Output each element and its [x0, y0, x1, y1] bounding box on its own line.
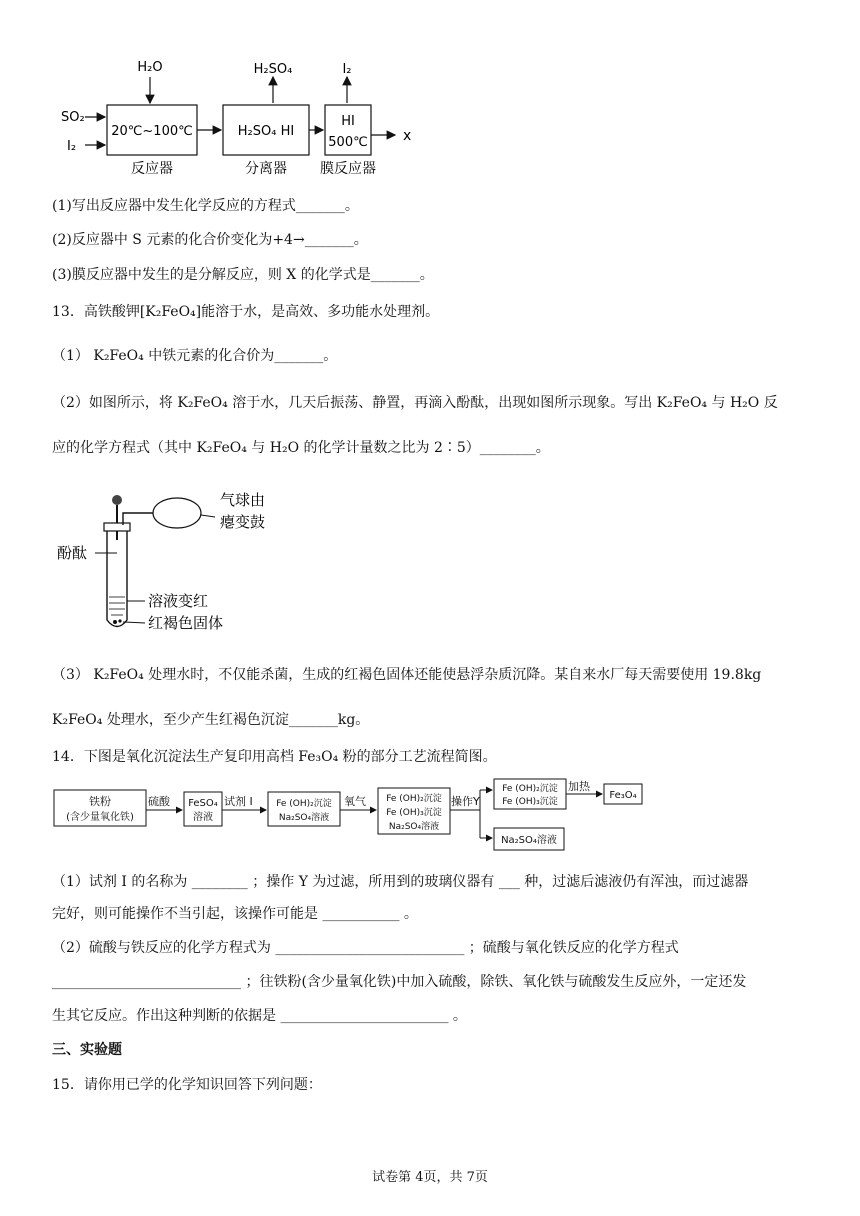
- balloon-label-1: 气球由: [220, 491, 266, 509]
- membrane-hi: HI: [341, 114, 355, 129]
- q13-part3-line2: K₂FeO₄ 处理水，至少产生红褐色沉淀_______kg。: [52, 712, 370, 728]
- h2so4-output: H₂SO₄: [253, 62, 293, 77]
- q13-part3-line1: （3） K₂FeO₄ 处理水时，不仅能杀菌，生成的红褐色固体还能使悬浮杂质沉降。某自来水厂每天需要使用 19.8kg: [52, 667, 762, 683]
- test-tube: [107, 527, 127, 627]
- q13-part2-line1: （2）如图所示，将 K₂FeO₄ 溶于水，几天后振荡、静置，再滴入酚酞，出现如图所示现象。写出 K₂FeO₄ 与 H₂O 反: [52, 395, 778, 411]
- i2-output: I₂: [342, 62, 352, 77]
- q13-part2-line2: 应的化学方程式（其中 K₂FeO₄ 与 H₂O 的化学计量数之比为 2∶5）________。: [52, 440, 550, 456]
- q14-part2-line2: ___________________________ ；往铁粉(含少量氧化铁)中加入硫酸，除铁、氧化铁与硫酸发生反应外，一定还发: [52, 974, 747, 990]
- dropper-bulb: [112, 495, 122, 505]
- membrane-label: 膜反应器: [320, 161, 376, 177]
- reactor-label: 反应器: [131, 161, 173, 177]
- flow-box-precipitate-line2: Fe (OH)₃沉淀: [502, 797, 558, 807]
- membrane-temp: 500℃: [328, 135, 368, 150]
- flow-arrow-heat: 加热: [568, 780, 590, 793]
- reactor-temp: 20℃~100℃: [111, 124, 193, 139]
- q14-stem: 14．下图是氧化沉淀法生产复印用高档 Fe₃O₄ 粉的部分工艺流程简图。: [52, 749, 497, 765]
- flow-box-mixed-line2: Fe (OH)₃沉淀: [386, 808, 442, 818]
- process-flow-diagram: [52, 778, 652, 853]
- flow-box-feso4-line2: 溶液: [193, 812, 213, 823]
- q15-stem: 15．请你用已学的化学知识回答下列问题：: [52, 1077, 322, 1093]
- flow-box-feoh2-line2: Na₂SO₄溶液: [278, 813, 330, 823]
- separator-label: 分离器: [245, 161, 287, 177]
- q14-part2-line3: 生其它反应。作出这种判断的依据是 ________________________ 。: [52, 1008, 467, 1024]
- flow-box-feso4-line1: FeSO₄: [188, 798, 218, 809]
- separator-content: H₂SO₄ HI: [237, 124, 295, 139]
- so2-label: SO₂: [61, 110, 85, 125]
- q12-part2: (2)反应器中 S 元素的化合价变化为+4→_______。: [52, 232, 368, 248]
- page-footer: 试卷第 4页，共 7页: [372, 1170, 488, 1185]
- q12-part1: (1)写出反应器中发生化学反应的方程式_______。: [52, 198, 359, 214]
- q12-part3: (3)膜反应器中发生的是分解反应，则 X 的化学式是_______。: [52, 267, 434, 283]
- test-tube-diagram: [55, 485, 295, 640]
- flow-arrow-reagent: 试剂 I: [224, 795, 253, 808]
- flow-box-feoh2-line1: Fe (OH)₂沉淀: [276, 799, 332, 809]
- q14-part2-line1: （2）硫酸与铁反应的化学方程式为 ___________________________ ；硫酸与氧化铁反应的化学方程式: [52, 940, 679, 956]
- flow-box-na2so4-text: Na₂SO₄溶液: [501, 835, 557, 846]
- q13-stem: 13．高铁酸钾[K₂FeO₄]能溶于水，是高效、多功能水处理剂。: [52, 304, 440, 320]
- flow-box-mixed-line3: Na₂SO₄溶液: [388, 822, 440, 832]
- solution-red-label: 溶液变红: [148, 592, 209, 610]
- flow-arrow-oxygen: 氧气: [344, 795, 366, 808]
- section-heading: 三、实验题: [52, 1042, 122, 1058]
- q14-part1-line1: （1）试剂 I 的名称为 ________ ；操作 Y 为过滤，所用到的玻璃仪器有 ___ 种，过滤后滤液仍有浑浊，而过滤器: [52, 874, 749, 890]
- flow-box-fe3o4-text: Fe₃O₄: [609, 790, 637, 801]
- flow-box-iron-line1: 铁粉: [89, 795, 111, 808]
- flow-arrow-sulfuric: 硫酸: [148, 795, 170, 808]
- flow-arrow-operation-y: 操作Y: [451, 795, 480, 808]
- reactor-flow-diagram: [55, 55, 435, 180]
- flow-box-iron-line2: (含少量氧化铁): [66, 812, 134, 823]
- x-output: x: [403, 128, 412, 144]
- solid-label: 红褐色固体: [148, 614, 224, 632]
- q14-part1-line2: 完好，则可能操作不当引起，该操作可能是 ___________ 。: [52, 906, 418, 922]
- flow-box-precipitate-line1: Fe (OH)₂沉淀: [502, 784, 558, 794]
- h2o-label: H₂O: [137, 60, 163, 75]
- balloon: [153, 498, 201, 528]
- phenolphthalein-label: 酚酞: [57, 544, 88, 562]
- q13-part1: （1） K₂FeO₄ 中铁元素的化合价为_______。: [52, 348, 338, 364]
- flow-box-mixed-line1: Fe (OH)₂沉淀: [386, 794, 442, 804]
- balloon-label-2: 瘪变鼓: [220, 513, 266, 531]
- i2-input-label: I₂: [67, 139, 77, 154]
